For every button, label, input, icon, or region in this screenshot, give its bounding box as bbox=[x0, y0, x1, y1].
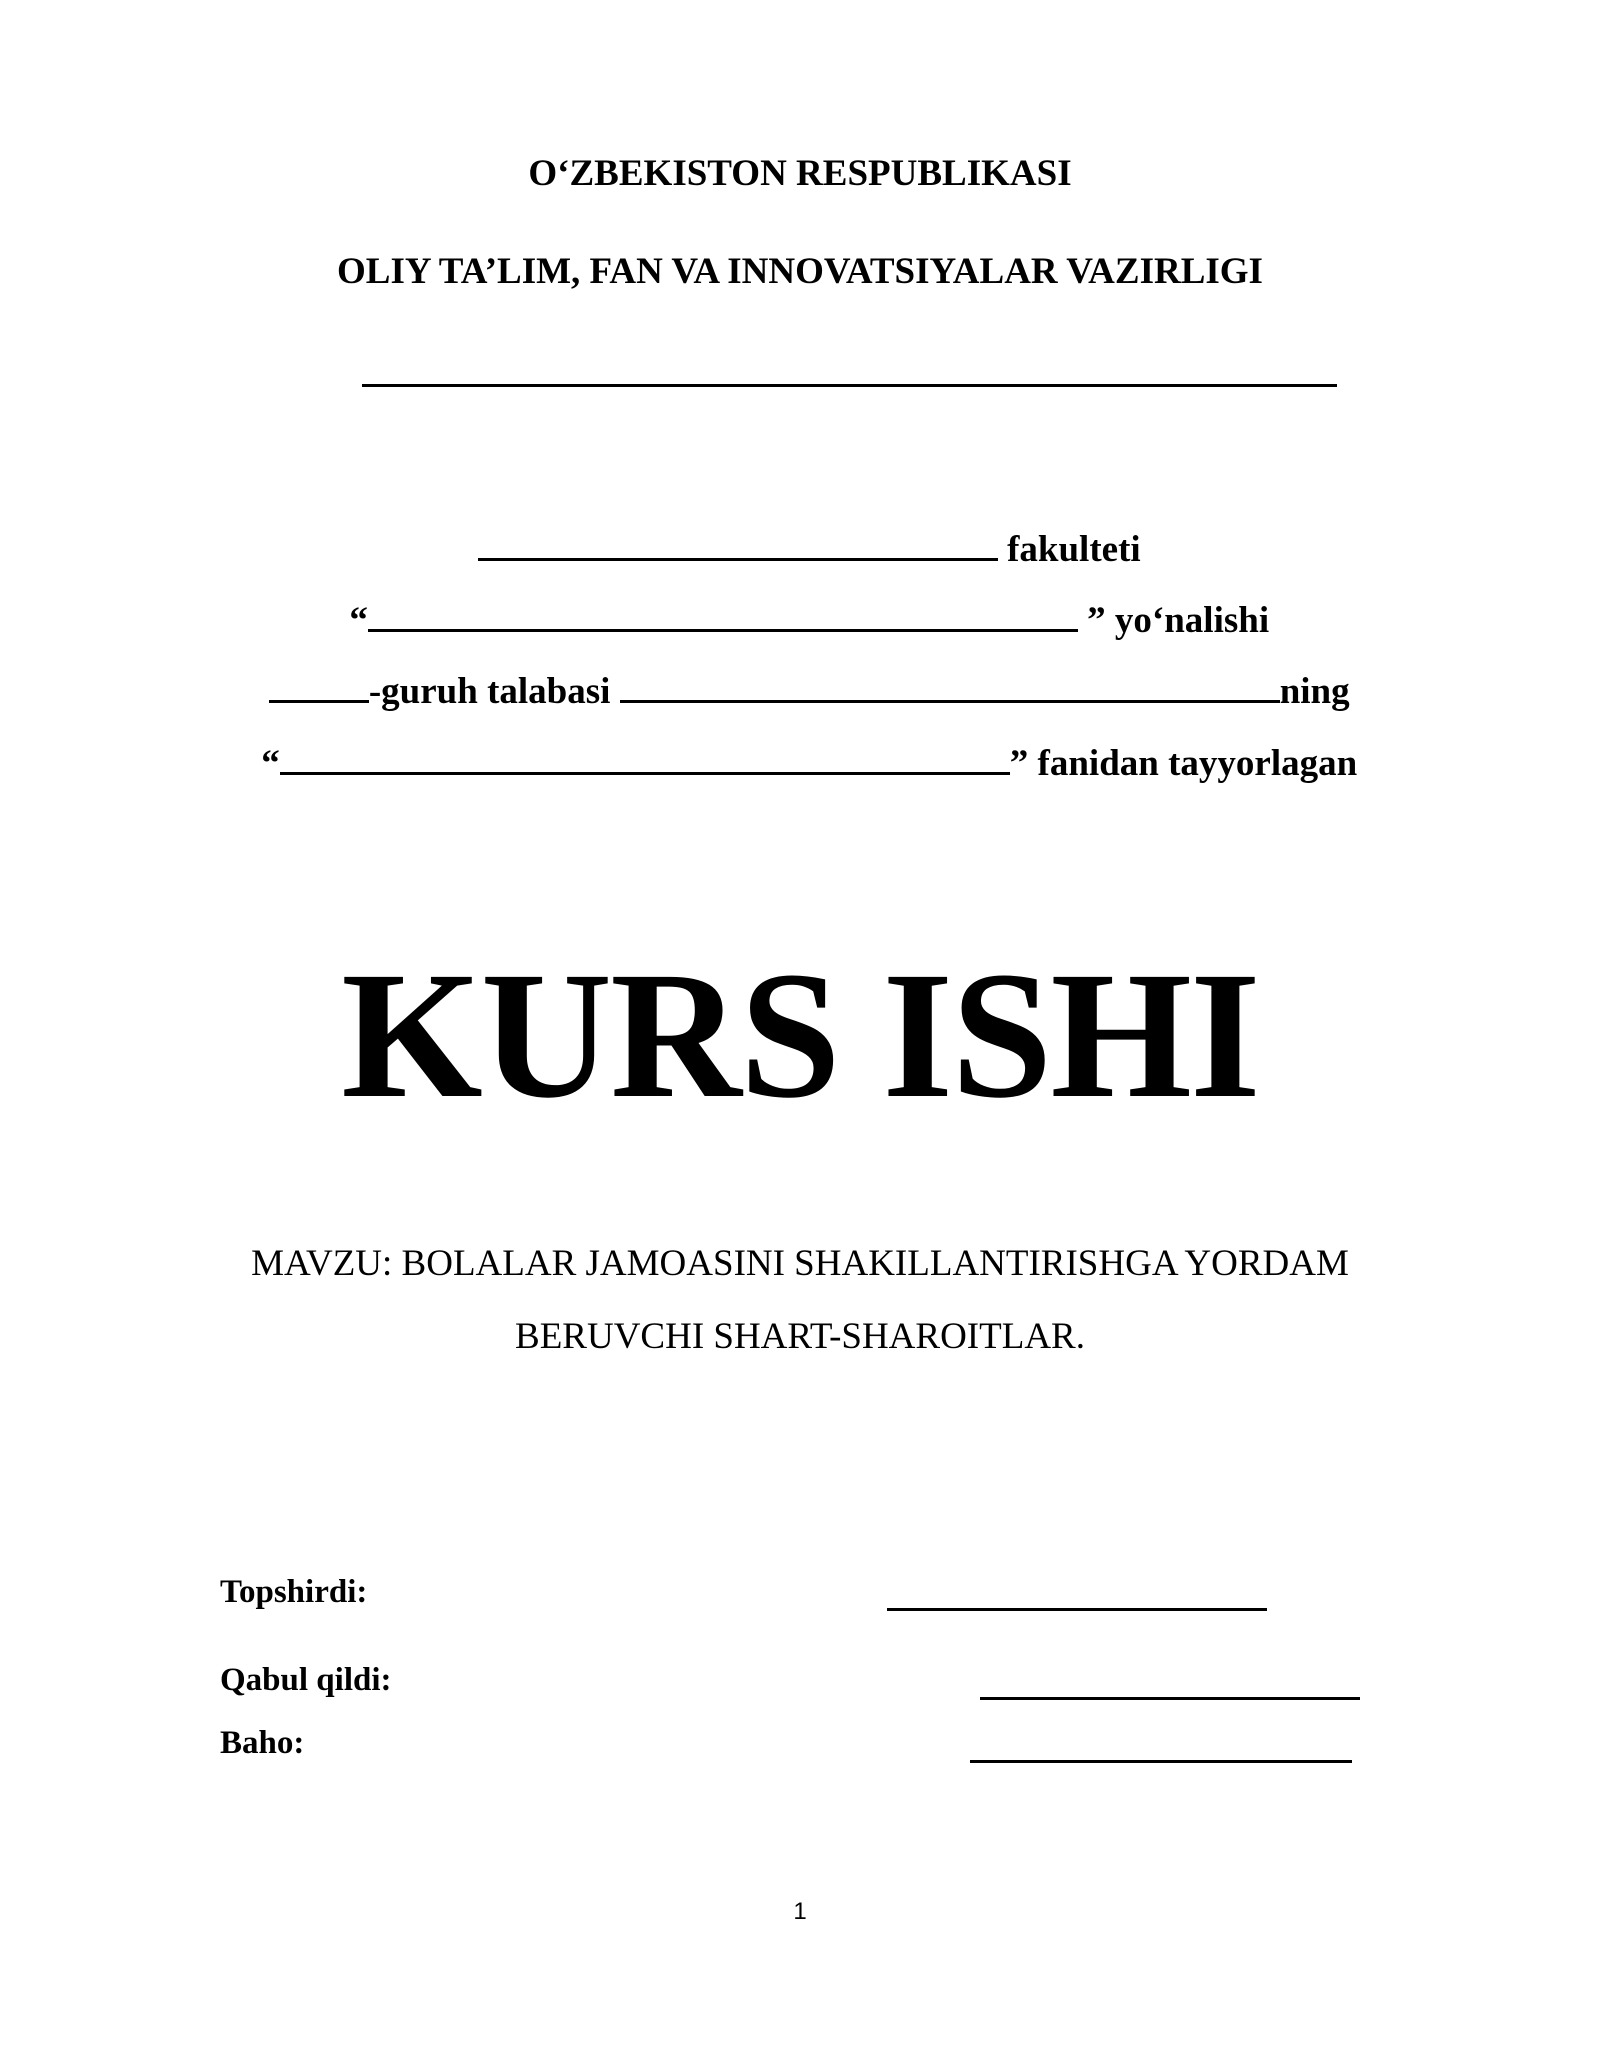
document-title: KURS ISHI bbox=[341, 935, 1259, 1136]
subject-open-quote: “ bbox=[261, 742, 280, 784]
subject-line bbox=[0, 706, 1600, 782]
university-name-blank[interactable] bbox=[362, 384, 1337, 387]
group-label: -guruh talabasi bbox=[368, 670, 620, 712]
topic-line-1: MAVZU: BOLALAR JAMOASINI SHAKILLANTIRISHGA YORDAM bbox=[251, 1243, 1349, 1284]
subject-blank[interactable] bbox=[280, 743, 1010, 775]
direction-open-quote: “ bbox=[349, 599, 368, 641]
direction-blank[interactable] bbox=[368, 600, 1078, 632]
student-label: ning bbox=[1279, 670, 1350, 712]
student-name-blank[interactable] bbox=[620, 671, 1280, 703]
faculty-label: fakulteti bbox=[997, 528, 1141, 570]
faculty-line bbox=[0, 492, 1600, 568]
grade-blank[interactable] bbox=[970, 1760, 1352, 1763]
grade-label: Baho: bbox=[220, 1725, 305, 1761]
accepted-label: Qabul qildi: bbox=[220, 1662, 392, 1698]
accepted-signature-blank[interactable] bbox=[980, 1697, 1360, 1700]
country-heading: O‘ZBEKISTON RESPUBLIKASI bbox=[528, 153, 1072, 194]
subject-label: ” fanidan tayyorlagan bbox=[1009, 742, 1358, 784]
direction-label: ” yo‘nalishi bbox=[1077, 599, 1270, 641]
faculty-blank[interactable] bbox=[478, 529, 998, 561]
group-student-line bbox=[0, 634, 1600, 710]
ministry-heading: OLIY TA’LIM, FAN VA INNOVATSIYALAR VAZIRLIGI bbox=[337, 251, 1263, 292]
direction-line bbox=[0, 563, 1600, 639]
submitted-label: Topshirdi: bbox=[220, 1574, 368, 1610]
group-blank[interactable] bbox=[269, 671, 369, 703]
topic-line-2: BERUVCHI SHART-SHAROITLAR. bbox=[515, 1316, 1085, 1357]
page-number: 1 bbox=[793, 1898, 807, 1925]
submitted-signature-blank[interactable] bbox=[887, 1608, 1267, 1611]
